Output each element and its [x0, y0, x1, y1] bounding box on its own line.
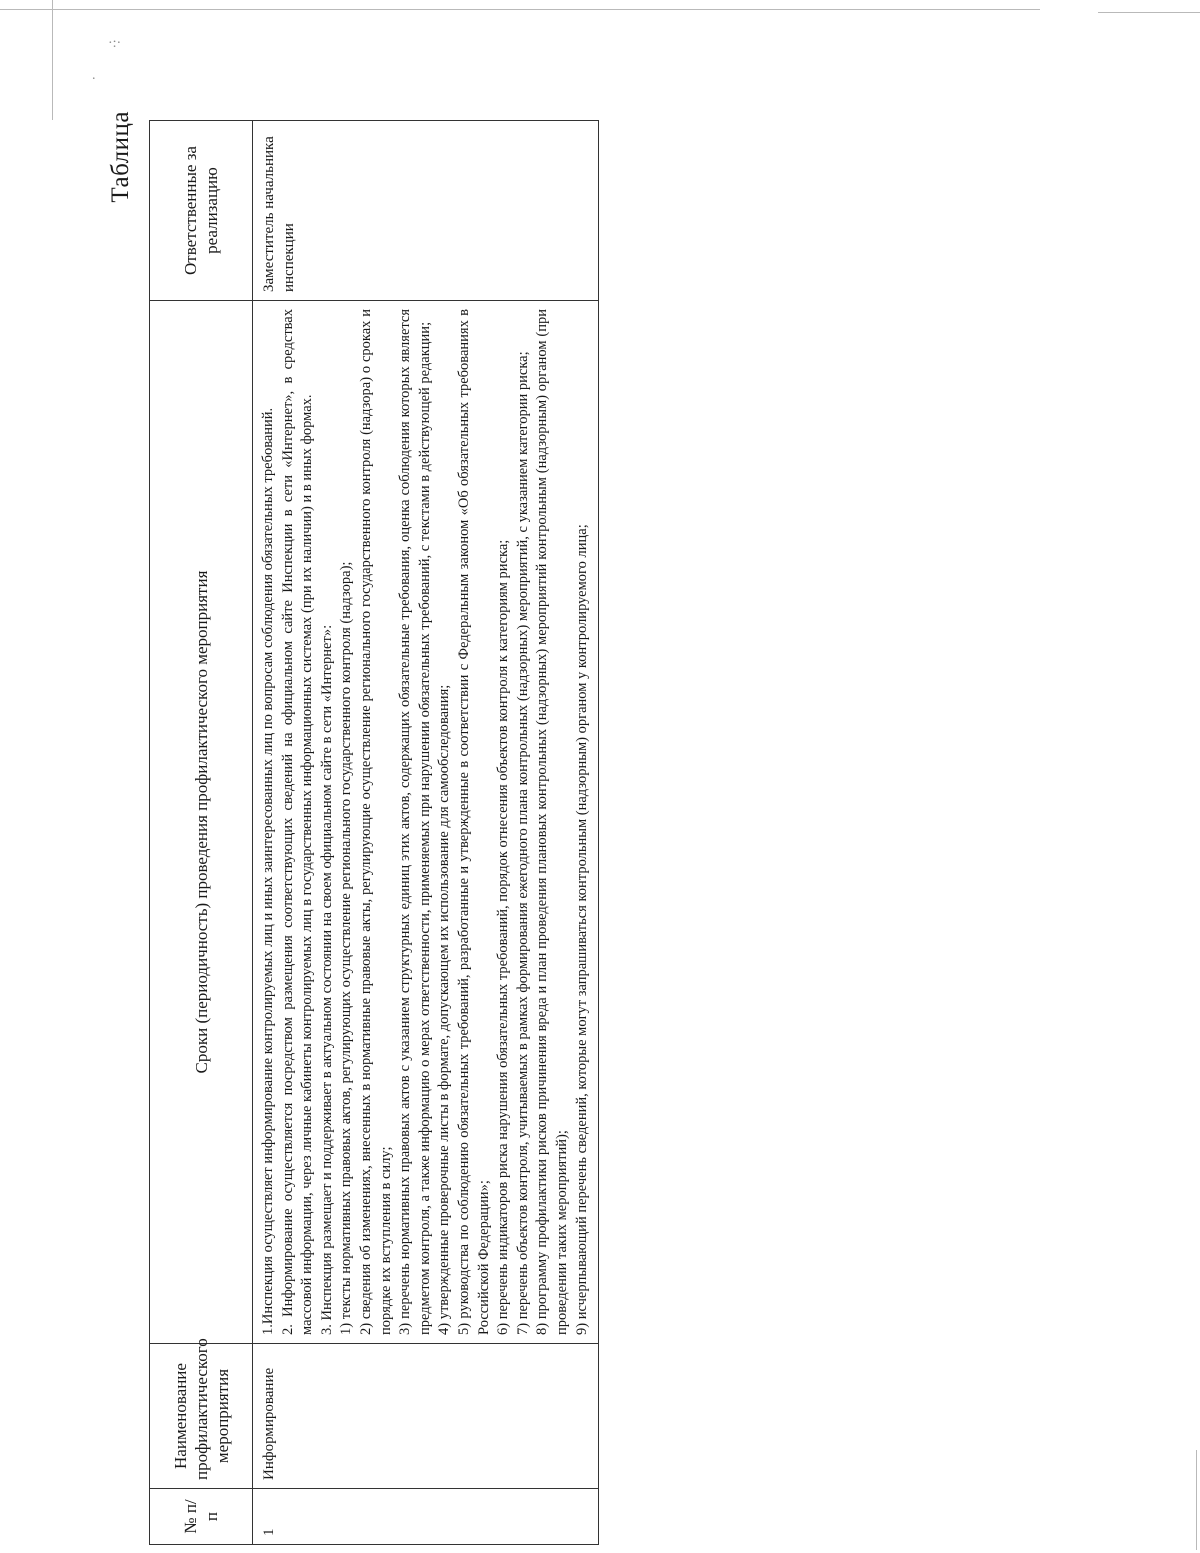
terms-paragraph: 7) перечень объектов контроля, учитываемых в рамках формирования ежегодного плана контрольных (надзорных) мероприятий, с указанием категории риска;	[514, 351, 531, 1335]
header-responsible: Ответственные за реализацию	[150, 121, 253, 301]
rotated-page	[105, 105, 1185, 1545]
terms-paragraph: 1) тексты нормативных правовых актов, регулирующих осуществление регионального государственного контроля (надзора);	[338, 561, 355, 1335]
row-terms	[253, 301, 599, 1344]
terms-paragraph: 2. Информирование осуществляется посредством размещения соответствующих сведений на официальном сайте Инспекции в сети «Интернет», в средствах массовой информации, через личные кабинеты контролируемых лиц в государственных информационных системах (при их наличии) и в иных формах.	[279, 309, 316, 1335]
scan-speck: .	[92, 68, 96, 83]
row-num: 1	[253, 1489, 599, 1545]
header-name: Наименование профилактического мероприятия	[150, 1344, 253, 1489]
header-terms: Сроки (периодичность) проведения профилактического мероприятия	[150, 301, 253, 1344]
scan-edge-top-right	[1098, 12, 1200, 13]
terms-paragraph: 5) руководства по соблюдению обязательных требований, разработанные и утвержденные в соответствии с Федеральным законом «Об обязательных требованиях в Российской Федерации»;	[455, 309, 492, 1335]
terms-paragraph: 3. Инспекция размещает и поддерживает в актуальном состоянии на своем официальном сайте в сети «Интернет»:	[318, 624, 335, 1335]
measures-table	[149, 120, 599, 1545]
table-caption: Таблица	[107, 111, 134, 203]
terms-paragraph: 9) исчерпывающий перечень сведений, которые могут запрашиваться контрольным (надзорным) органом у контролируемого лица;	[573, 524, 590, 1335]
scan-speck: ·:·	[108, 36, 122, 51]
terms-paragraph: 3) перечень нормативных правовых актов с указанием структурных единиц этих актов, содержащих обязательные требования, оценка соблюдения которых является предметом контроля, а также информацию о мерах ответственности, применяемых при нарушении обязательных требований, с текстами в действующей редакции;	[397, 309, 433, 1335]
row-responsible: Заместитель начальника инспекции	[253, 121, 599, 301]
row-name: Информирование	[253, 1344, 599, 1489]
terms-paragraph: 8) программу профилактики рисков причинения вреда и план проведения плановых контрольных (надзорных) мероприятий контрольным (надзорным) органом (при проведении таких мероприятий);	[534, 309, 570, 1335]
scan-edge-top	[0, 9, 1040, 10]
table-header-row	[150, 121, 253, 1545]
header-num: № п/п	[150, 1489, 253, 1545]
terms-paragraph: 6) перечень индикаторов риска нарушения обязательных требований, порядок отнесения объектов контроля к категориям риска;	[495, 539, 512, 1335]
scan-edge-left	[52, 0, 53, 120]
terms-paragraph: 2) сведения об изменениях, внесенных в нормативные правовые акты, регулирующие осуществление регионального государственного контроля (надзора) о сроках и порядке их вступления в силу;	[357, 309, 394, 1335]
table-row	[253, 121, 599, 1545]
terms-paragraph: 1.Инспекция осуществляет информирование контролируемых лиц и иных заинтересованных лиц по вопросам соблюдения обязательных требований.	[260, 407, 276, 1335]
scan-edge-right	[1196, 1450, 1197, 1550]
terms-paragraph: 4) утвержденные проверочные листы в формате, допускающем их использование для самообследования;	[436, 684, 453, 1335]
